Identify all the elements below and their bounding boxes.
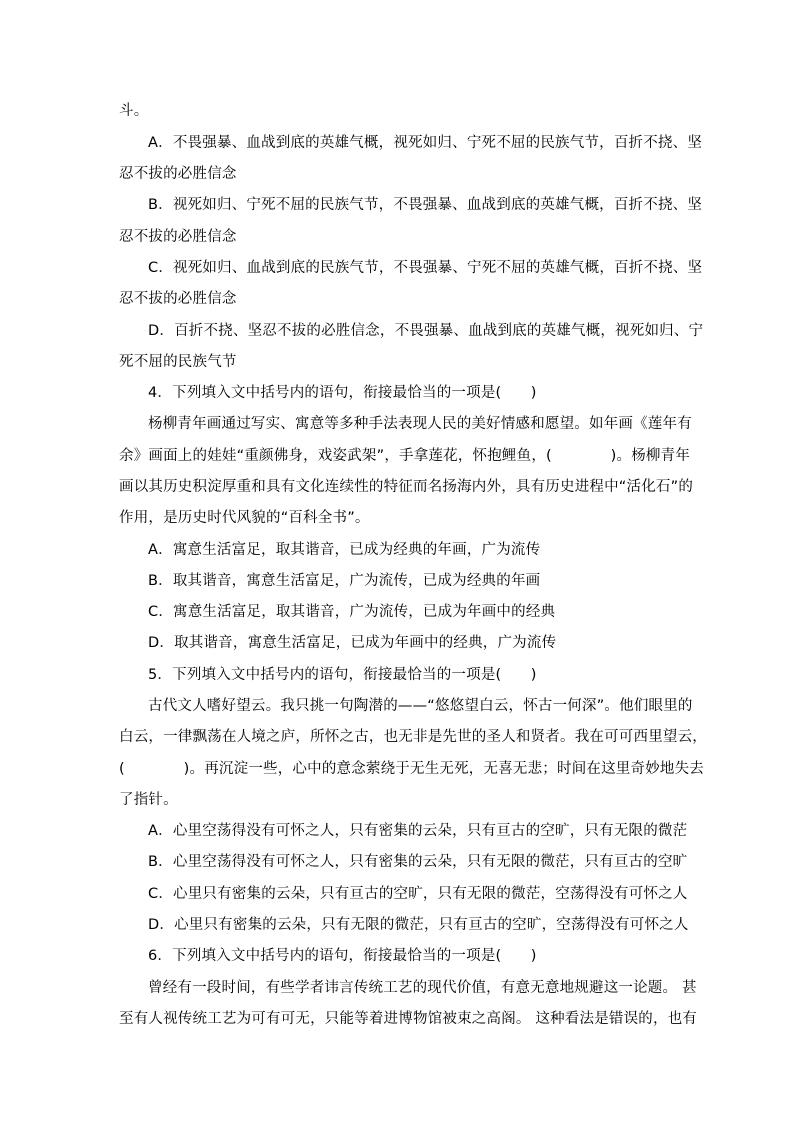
option-c-line: C．寓意生活富足，取其谐音，广为流传，已成为年画中的经典 — [148, 604, 556, 620]
passage-line: 至有人视传统工艺为可有可无，只能等着进博物馆被束之高阁。 这种看法是错误的，也有 — [119, 1011, 698, 1027]
text-line: 斗。 — [119, 103, 149, 119]
passage-line: 杨柳青年画通过写实、寓意等多种手法表现人民的美好情感和愿望。如年画《莲年有 — [148, 416, 692, 432]
option-d-line: D．心里只有密集的云朵，只有无限的微茫，只有亘古的空旷，空荡得没有可怀之人 — [148, 917, 689, 933]
passage-line: 了指针。 — [119, 792, 178, 808]
option-b-line: B．心里空荡得没有可怀之人，只有密集的云朵，只有无限的微茫，只有亘古的空旷 — [148, 854, 688, 870]
question-5-heading: 5．下列填入文中括号内的语句，衔接最恰当的一项是( ) — [148, 667, 537, 683]
option-c-line: C．心里只有密集的云朵，只有亘古的空旷，只有无限的微茫，空荡得没有可怀之人 — [148, 886, 688, 902]
option-c-line: C．视死如归、血战到底的民族气节，不畏强暴、宁死不屈的英雄气概，百折不挠、坚 — [148, 260, 703, 276]
option-a-line: A．不畏强暴、血战到底的英雄气概，视死如归、宁死不屈的民族气节，百折不挠、坚 — [148, 135, 703, 151]
question-6-heading: 6．下列填入文中括号内的语句，衔接最恰当的一项是( ) — [148, 948, 537, 964]
text-line: 忍不拔的必胜信念 — [119, 166, 237, 182]
passage-line: 曾经有一段时间，有些学者讳言传统工艺的现代价值，有意无意地规避这一论题。 甚 — [148, 980, 697, 996]
text-line: 死不屈的民族气节 — [119, 354, 237, 370]
option-d-line: D．取其谐音，寓意生活富足，已成为年画中的经典，广为流传 — [148, 635, 557, 651]
passage-line: 白云，一律飘荡在人境之庐，所怀之古，也无非是先世的圣人和贤者。我在可可西里望云， — [119, 729, 707, 745]
text-line: 忍不拔的必胜信念 — [119, 229, 237, 245]
passage-line: 作用，是历史时代风貌的“百科全书”。 — [119, 510, 370, 526]
passage-line: 余》画面上的娃娃“重颜佛身，戏姿武架”，手拿莲花，怀抱鲤鱼，( )。杨柳青年 — [119, 448, 691, 464]
question-4-heading: 4．下列填入文中括号内的语句，衔接最恰当的一项是( ) — [148, 385, 537, 401]
passage-line: 古代文人嗜好望云。我只挑一句陶潜的——“悠悠望白云，怀古一何深”。他们眼里的 — [148, 698, 693, 714]
option-a-line: A．心里空荡得没有可怀之人，只有密集的云朵，只有亘古的空旷，只有无限的微茫 — [148, 823, 688, 839]
text-line: 忍不拔的必胜信念 — [119, 291, 237, 307]
passage-line: ( )。再沉淀一些，心中的意念萦绕于无生无死，无喜无悲；时间在这里奇妙地失去 — [119, 761, 705, 777]
option-d-line: D．百折不挠、坚忍不拔的必胜信念，不畏强暴、血战到底的英雄气概，视死如归、宁 — [148, 323, 704, 339]
option-b-line: B．取其谐音，寓意生活富足，广为流传，已成为经典的年画 — [148, 573, 541, 589]
option-a-line: A．寓意生活富足，取其谐音，已成为经典的年画，广为流传 — [148, 542, 541, 558]
option-b-line: B．视死如归、宁死不屈的民族气节，不畏强暴、血战到底的英雄气概，百折不挠、坚 — [148, 197, 703, 213]
passage-line: 画以其历史积淀厚重和具有文化连续性的特征而名扬海内外，具有历史进程中“活化石”的 — [119, 479, 694, 495]
